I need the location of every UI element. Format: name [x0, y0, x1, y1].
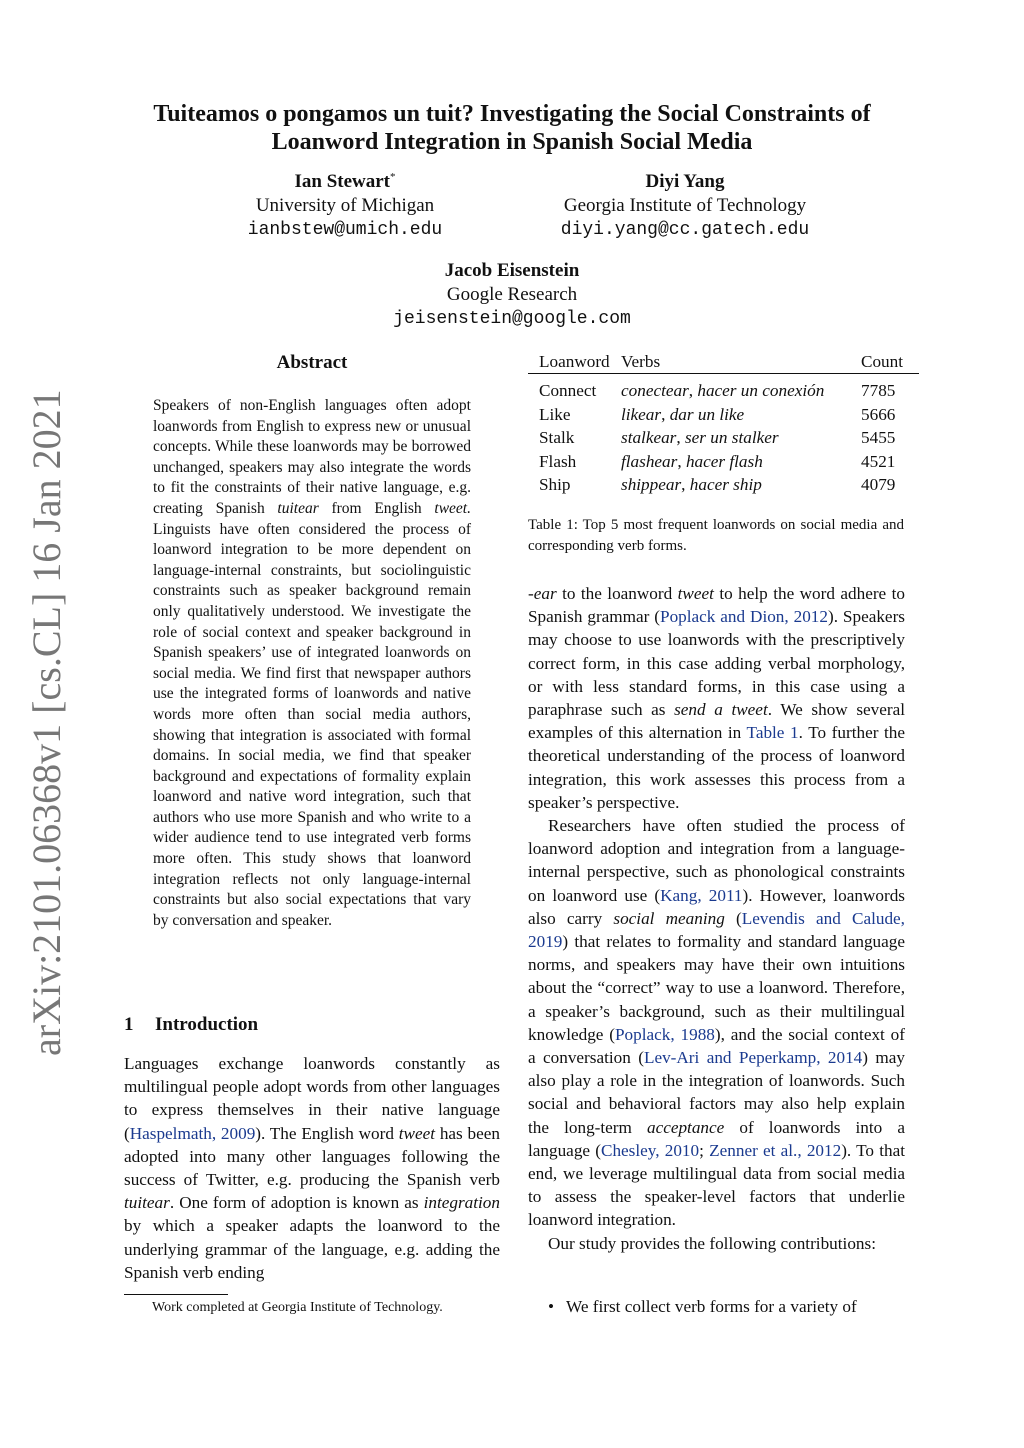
citation-link[interactable]: Lev-Ari and Peperkamp, 2014: [643, 1048, 863, 1068]
table-header: Loanword: [539, 352, 610, 371]
table-header: Count: [861, 352, 904, 371]
author-affiliation: Georgia Institute of Technology: [563, 195, 807, 216]
author-name: Jacob Eisenstein: [444, 260, 580, 281]
right-column-body: [528, 582, 905, 1255]
table-row: Stalk stalkear, ser un stalker 5455: [539, 428, 896, 448]
bullet-icon: •: [548, 1297, 555, 1316]
author-block-2: [525, 170, 845, 242]
author-footnote-mark: *: [390, 171, 396, 183]
citation-link[interactable]: Haspelmath, 2009: [129, 1123, 256, 1143]
author-name: Ian Stewart: [294, 171, 391, 192]
abstract-heading: Abstract: [276, 352, 348, 373]
table-row: Ship shippear, hacer ship 4079: [539, 475, 896, 495]
table-1: [528, 350, 920, 496]
paper-title: [100, 100, 924, 156]
author-name: Diyi Yang: [645, 171, 725, 192]
author-block-1: [195, 170, 495, 242]
author-email: ianbstew@umich.edu: [247, 220, 443, 240]
title-line-1: Tuiteamos o pongamos un tuit? Investigating the Social Constraints of: [153, 101, 871, 127]
table-caption: Table 1: Top 5 most frequent loanwords on social media and corresponding verb forms.: [528, 517, 904, 554]
section-heading-introduction: [124, 1014, 502, 1036]
section-number: 1: [124, 1014, 134, 1035]
paragraph: Our study provides the following contributions:: [548, 1233, 876, 1253]
citation-link[interactable]: Poplack and Dion, 2012: [660, 607, 828, 627]
citation-link[interactable]: Poplack, 1988: [615, 1024, 715, 1044]
author-block-3: [362, 259, 662, 331]
table-row: Flash flashear, hacer flash 4521: [539, 451, 896, 471]
citation-link[interactable]: Zenner et al., 2012: [709, 1140, 842, 1160]
paragraph: -ear to the loanword tweet to help the word adhere to Spanish grammar (Poplack and Dion, 2012). Speakers may choose to use loanwords with the prescriptively correct form, in this case adding verbal morphology, or with less standard forms, in this case using a paraphrase such as send a tweet. We show several examples of this alternation in Table 1. To further the theoretical understanding of the process of loanword integration, this work assesses this process from a speaker’s perspective.: [528, 584, 906, 812]
table-row: Like likear, dar un like 5666: [539, 404, 896, 424]
table-header: Verbs: [621, 352, 661, 371]
contribution-bullet: • We first collect verb forms for a variety of: [548, 1297, 857, 1316]
footnote-rule: [124, 1294, 228, 1295]
author-email: diyi.yang@cc.gatech.edu: [560, 220, 810, 240]
paragraph: Researchers have often studied the process of loanword adoption and integration from a language-internal perspective, such as phonological constraints on loanword use (Kang, 2011). However, loanwords also carry social meaning (Levendis and Calude, 2019) that relates to formality and standard language norms, and speakers may have their own intuitions about the “correct” way to use a loanword. Therefore, a speaker’s background, such as their multilingual knowledge (Poplack, 1988), and the social context of a conversation (Lev-Ari and Peperkamp, 2014) may also play a role in the integration of loanwords. Such social and behavioral factors may also help explain the long-term acceptance of loanwords into a language (Chesley, 2010; Zenner et al., 2012). To that end, we leverage multilingual data from social media to assess the speaker-level factors that underlie loanword integration.: [528, 816, 906, 1230]
abstract-body: Speakers of non-English languages often adopt loanwords from English to express new or unusual concepts. While these loanwords may be borrowed unchanged, speakers may also integrate the words to fit the constraints of their native language, e.g. creating Spanish tuitear from English tweet. Linguists have often considered the process of loanword integration to be more dependent on language-internal constraints, but sociolinguistic constraints such as speaker background remain only qualitatively understood. We investigate the role of social context and speaker background in Spanish speakers’ use of integrated loanwords on social media. We find first that newspaper authors use the integrated forms of loanwords and native words more often than social media authors, showing that integration is associated with formal domains. In social media, we find that speaker background and expectations of formality explain loanword and native word integration, such that authors who use more Spanish and who write to a wider audience tend to use integrated verb forms more often. This study shows that loanword integration reflects not only language-internal constraints but also social expectations that vary by conversation and speaker.: [153, 397, 471, 929]
section-title: Introduction: [155, 1014, 259, 1035]
table-reference-link[interactable]: Table 1: [746, 723, 799, 743]
author-affiliation: Google Research: [446, 284, 578, 305]
citation-link[interactable]: Levendis and Calude, 2019: [528, 908, 905, 952]
footnote: Work completed at Georgia Institute of Technology.: [152, 1300, 443, 1315]
citation-link[interactable]: Kang, 2011: [660, 885, 743, 905]
intro-paragraph: Languages exchange loanwords constantly as multilingual people adopt words from other languages to express themselves in their native language (Haspelmath, 2009). The English word tweet has been adopted into many other languages following the success of Twitter, e.g. producing the Spanish verb tuitear. One form of adoption is known as integration by which a speaker adapts the loanword to the underlying grammar of the language, e.g. adding the Spanish verb ending: [124, 1054, 500, 1282]
author-affiliation: University of Michigan: [255, 195, 435, 216]
table-header-row: [528, 350, 919, 374]
author-email: jeisenstein@google.com: [393, 309, 631, 329]
citation-link[interactable]: Chesley, 2010: [600, 1140, 700, 1160]
loanword-table: [528, 350, 919, 496]
term-tweet: tweet.: [434, 499, 471, 517]
title-line-2: Loanword Integration in Spanish Social Media: [271, 129, 753, 155]
table-row: Connect conectear, hacer un conexión 7785: [539, 381, 896, 401]
term-tuitear: tuitear: [277, 499, 319, 517]
arxiv-stamp: arXiv:2101.06368v1 [cs.CL] 16 Jan 2021: [24, 389, 69, 1056]
